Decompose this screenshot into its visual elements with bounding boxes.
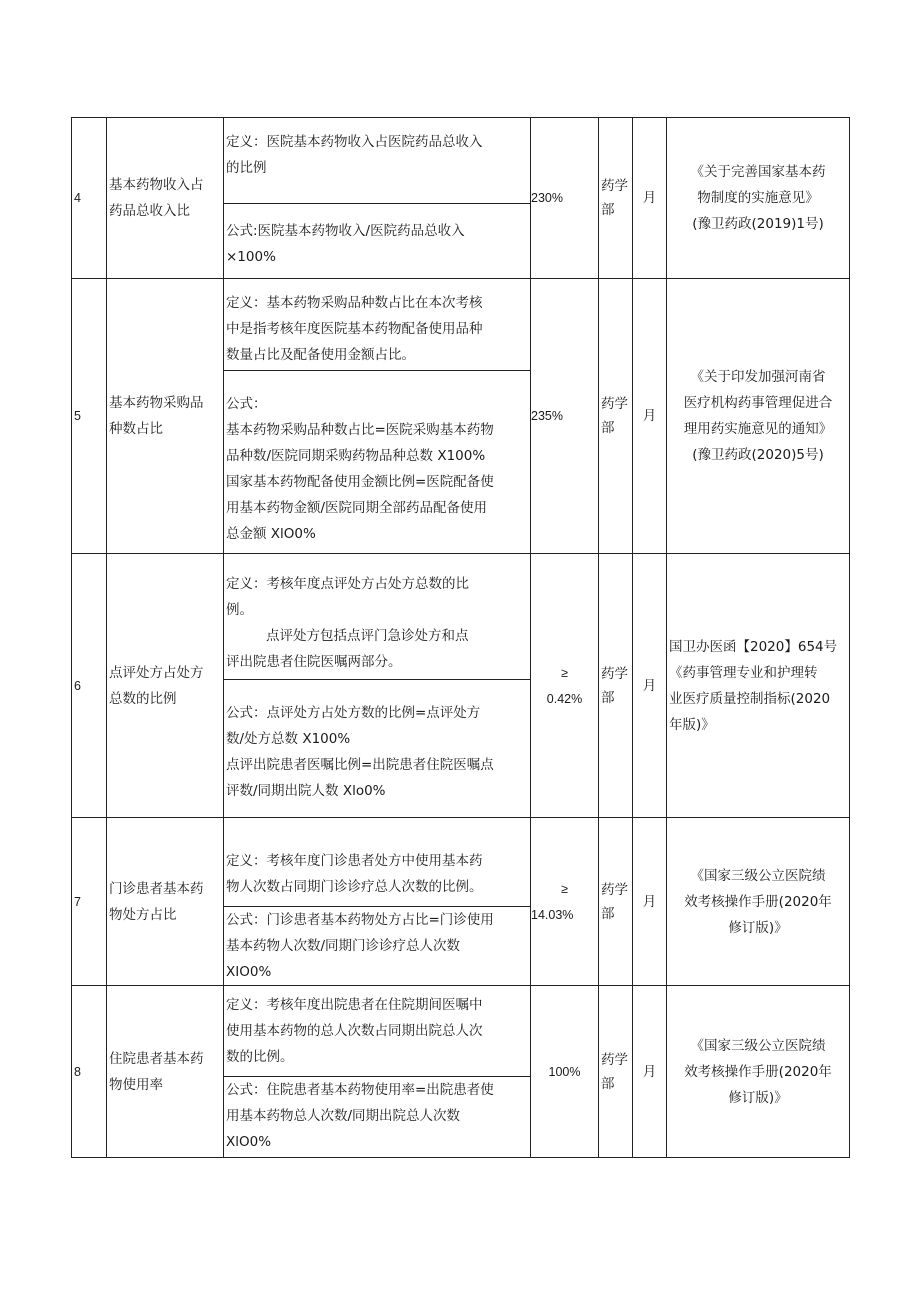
table-row	[72, 818, 850, 986]
table-row	[72, 279, 850, 554]
indicator-name: 门诊患者基本药 物处方占比	[107, 818, 224, 986]
target-value: 100%	[531, 986, 599, 1158]
row-number: 6	[72, 554, 107, 818]
policy-basis: 《国家三级公立医院绩 效考核操作手册(2020年 修订版)》	[667, 986, 850, 1158]
target-value: ≥ 14.03%	[531, 818, 599, 986]
target-value: ≥ 0.42%	[531, 554, 599, 818]
table-row	[72, 118, 850, 279]
indicator-definition-cell	[224, 986, 531, 1158]
table-row	[72, 554, 850, 818]
row-number: 8	[72, 986, 107, 1158]
indicator-name: 基本药物收入占 药品总收入比	[107, 118, 224, 279]
formula-text: 公式:医院基本药物收入/医院药品总收入 ×100%	[224, 203, 530, 270]
frequency: 月	[633, 818, 667, 986]
responsible-dept: 药学 部	[599, 118, 633, 279]
indicator-name: 点评处方占处方 总数的比例	[107, 554, 224, 818]
formula-text: 公式：点评处方占处方数的比例=点评处方 数/处方总数 X100% 点评出院患者医嘱比例=出院患者住院医嘱点 评数/同期出院人数 Xlo0%	[224, 679, 530, 804]
responsible-dept: 药学 部	[599, 986, 633, 1158]
formula-text: 公式： 基本药物采购品种数占比=医院采购基本药物 品种数/医院同期采购药物品种总数 X100% 国家基本药物配备使用金额比例=医院配备使 用基本药物金额/医院同期全部药品配备使用 总金额 XlO0%	[224, 370, 530, 547]
target-value: 235%	[531, 279, 599, 554]
policy-basis: 国卫办医函【2020】654号 《药事管理专业和护理转 业医疗质量控制指标(2020 年版)》	[667, 554, 850, 818]
indicator-definition-cell	[224, 118, 531, 279]
row-number: 5	[72, 279, 107, 554]
table-row	[72, 986, 850, 1158]
responsible-dept: 药学 部	[599, 279, 633, 554]
formula-text: 公式：门诊患者基本药物处方占比=门诊使用 基本药物人次数/同期门诊诊疗总人次数 XIO0%	[224, 906, 530, 985]
definition-text: 定义：考核年度点评处方占处方总数的比 例。 点评处方包括点评门急诊处方和点 评出院患者住院医嘱两部分。	[226, 576, 469, 669]
definition-text: 定义：考核年度门诊患者处方中使用基本药 物人次数占同期门诊诊疗总人次数的比例。	[226, 853, 483, 895]
indicator-name: 基本药物采购品 种数占比	[107, 279, 224, 554]
responsible-dept: 药学 部	[599, 818, 633, 986]
policy-basis: 《关于完善国家基本药 物制度的实施意见》 (豫卫药政(2019)1号)	[667, 118, 850, 279]
definition-text: 定义：考核年度出院患者在住院期间医嘱中 使用基本药物的总人次数占同期出院总人次 数的比例。	[226, 997, 483, 1065]
frequency: 月	[633, 554, 667, 818]
row-number: 4	[72, 118, 107, 279]
responsible-dept: 药学 部	[599, 554, 633, 818]
policy-basis: 《关于印发加强河南省 医疗机构药事管理促进合 理用药实施意见的通知》 (豫卫药政(2020)5号)	[667, 279, 850, 554]
policy-basis: 《国家三级公立医院绩 效考核操作手册(2020年 修订版)》	[667, 818, 850, 986]
frequency: 月	[633, 279, 667, 554]
formula-text: 公式：住院患者基本药物使用率=出院患者使 用基本药物总人次数/同期出院总人次数 XlO0%	[224, 1076, 530, 1155]
frequency: 月	[633, 986, 667, 1158]
row-number: 7	[72, 818, 107, 986]
indicator-table	[71, 117, 850, 1158]
indicator-definition-cell	[224, 554, 531, 818]
definition-text: 定义：基本药物采购品种数占比在本次考核 中是指考核年度医院基本药物配备使用品种 数量占比及配备使用金额占比。	[226, 294, 483, 363]
indicator-name: 住院患者基本药 物使用率	[107, 986, 224, 1158]
indicator-definition-cell	[224, 818, 531, 986]
target-value: 230%	[531, 118, 599, 279]
frequency: 月	[633, 118, 667, 279]
indicator-definition-cell	[224, 279, 531, 554]
definition-text: 定义：医院基本药物收入占医院药品总收入 的比例	[226, 133, 483, 176]
